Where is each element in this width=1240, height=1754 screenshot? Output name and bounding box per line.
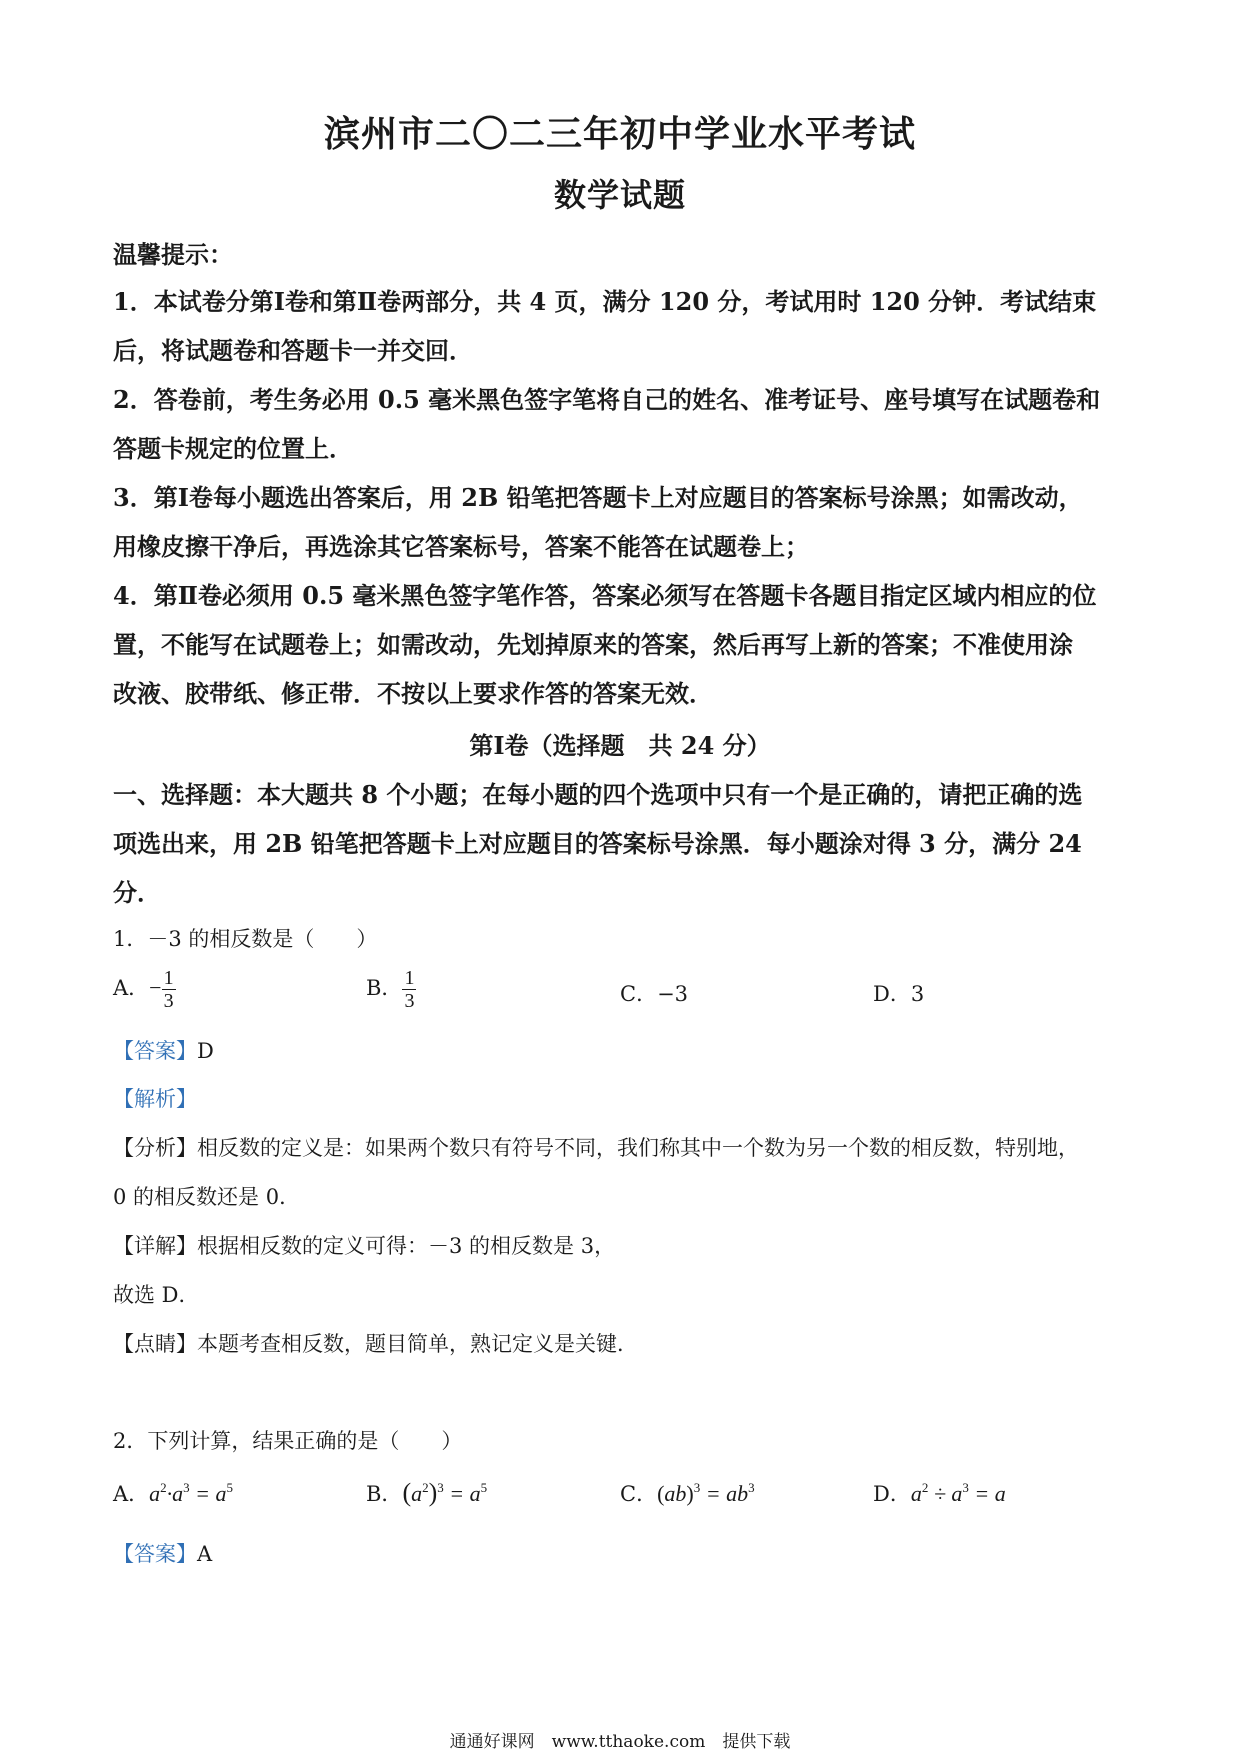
section-heading: 第Ⅰ卷（选择题 共 24 分） [469, 731, 771, 760]
q1-option-b: B． $\frac{1}{3}$ [366, 967, 415, 1012]
tip-line: 后，将试题卷和答题卡一并交回． [113, 336, 473, 365]
q1-analysis-tag: 【解析】 [113, 1087, 197, 1111]
answer-tag: 【答案】 [113, 1542, 197, 1566]
q1-detail: 【详解】根据相反数的定义可得：－3 的相反数是 3， [113, 1234, 616, 1258]
minus-sign: − [149, 975, 162, 1000]
q1-analysis-line: 【分析】相反数的定义是：如果两个数只有符号不同，我们称其中一个数为另一个数的相反数，特别地， [113, 1136, 1079, 1160]
formula: $(ab)^3 = ab^3$ [657, 1480, 755, 1506]
exam-subtitle: 数学试题 [553, 176, 686, 214]
q2-option-d: D．$a^2 \div a^3 = a$ [873, 1480, 1006, 1506]
q1-comment: 【点睛】本题考查相反数，题目简单，熟记定义是关键． [113, 1332, 638, 1356]
tip-line: 4．第Ⅱ卷必须用 0.5 毫米黑色签字笔作答，答案必须写在答题卡各题目指定区域内相应的位 [113, 581, 1097, 610]
tip-line: 2．答卷前，考生务必用 0.5 毫米黑色签字笔将自己的姓名、准考证号、座号填写在试题卷和 [113, 385, 1101, 414]
fraction: $\frac{1}{3}$ [163, 967, 174, 1012]
section-intro-line: 分． [113, 878, 161, 907]
q1-answer: 【答案】D [113, 1039, 214, 1063]
tip-line: 置，不能写在试题卷上；如需改动，先划掉原来的答案，然后再写上新的答案；不准使用涂 [113, 630, 1073, 659]
formula: $a^2\cdot a^3 = a^5$ [149, 1480, 234, 1506]
q1-analysis-line: 0 的相反数还是 0． [113, 1185, 301, 1209]
tip-line: 用橡皮擦干净后，再选涂其它答案标号，答案不能答在试题卷上； [113, 532, 809, 561]
tip-line: 3．第Ⅰ卷每小题选出答案后，用 2B 铅笔把答题卡上对应题目的答案标号涂黑；如需改动， [113, 483, 1083, 512]
q2-option-c: C．$(ab)^3 = ab^3$ [620, 1480, 755, 1506]
q2-answer: 【答案】A [113, 1542, 213, 1566]
q1-conclusion: 故选 D． [113, 1283, 200, 1307]
formula: $(a^2)^3 = a^5$ [402, 1478, 488, 1507]
section-intro-line: 一、选择题：本大题共 8 个小题；在每小题的四个选项中只有一个是正确的，请把正确的选 [113, 780, 1083, 809]
section-intro-line: 项选出来，用 2B 铅笔把答题卡上对应题目的答案标号涂黑．每小题涂对得 3 分，满分 24 [113, 829, 1082, 858]
tips-heading: 温馨提示： [113, 240, 233, 269]
tip-line: 1．本试卷分第Ⅰ卷和第Ⅱ卷两部分，共 4 页，满分 120 分，考试用时 120 分钟．考试结束 [113, 287, 1097, 316]
answer-tag: 【答案】 [113, 1039, 197, 1063]
page-footer: 通通好课网 www.tthaoke.com 提供下载 [449, 1732, 791, 1752]
q1-option-a: A．− $\frac{1}{3}$ [113, 967, 174, 1012]
tip-line: 答题卡规定的位置上． [113, 434, 353, 463]
q1-option-d: D．3 [873, 982, 925, 1006]
fraction: $\frac{1}{3}$ [404, 967, 415, 1012]
question-2-stem: 2．下列计算，结果正确的是（ ） [113, 1429, 463, 1453]
q1-option-c: C．−3 [620, 982, 689, 1006]
q2-option-b: B．$(a^2)^3 = a^5$ [366, 1478, 488, 1507]
exam-title: 滨州市二〇二三年初中学业水平考试 [323, 113, 916, 155]
formula: $a^2 \div a^3 = a$ [910, 1480, 1006, 1506]
tip-line: 改液、胶带纸、修正带．不按以上要求作答的答案无效． [113, 679, 713, 708]
q2-option-a: A．$a^2\cdot a^3 = a^5$ [113, 1480, 234, 1506]
question-1-stem: 1．－3 的相反数是（ ） [113, 927, 378, 951]
